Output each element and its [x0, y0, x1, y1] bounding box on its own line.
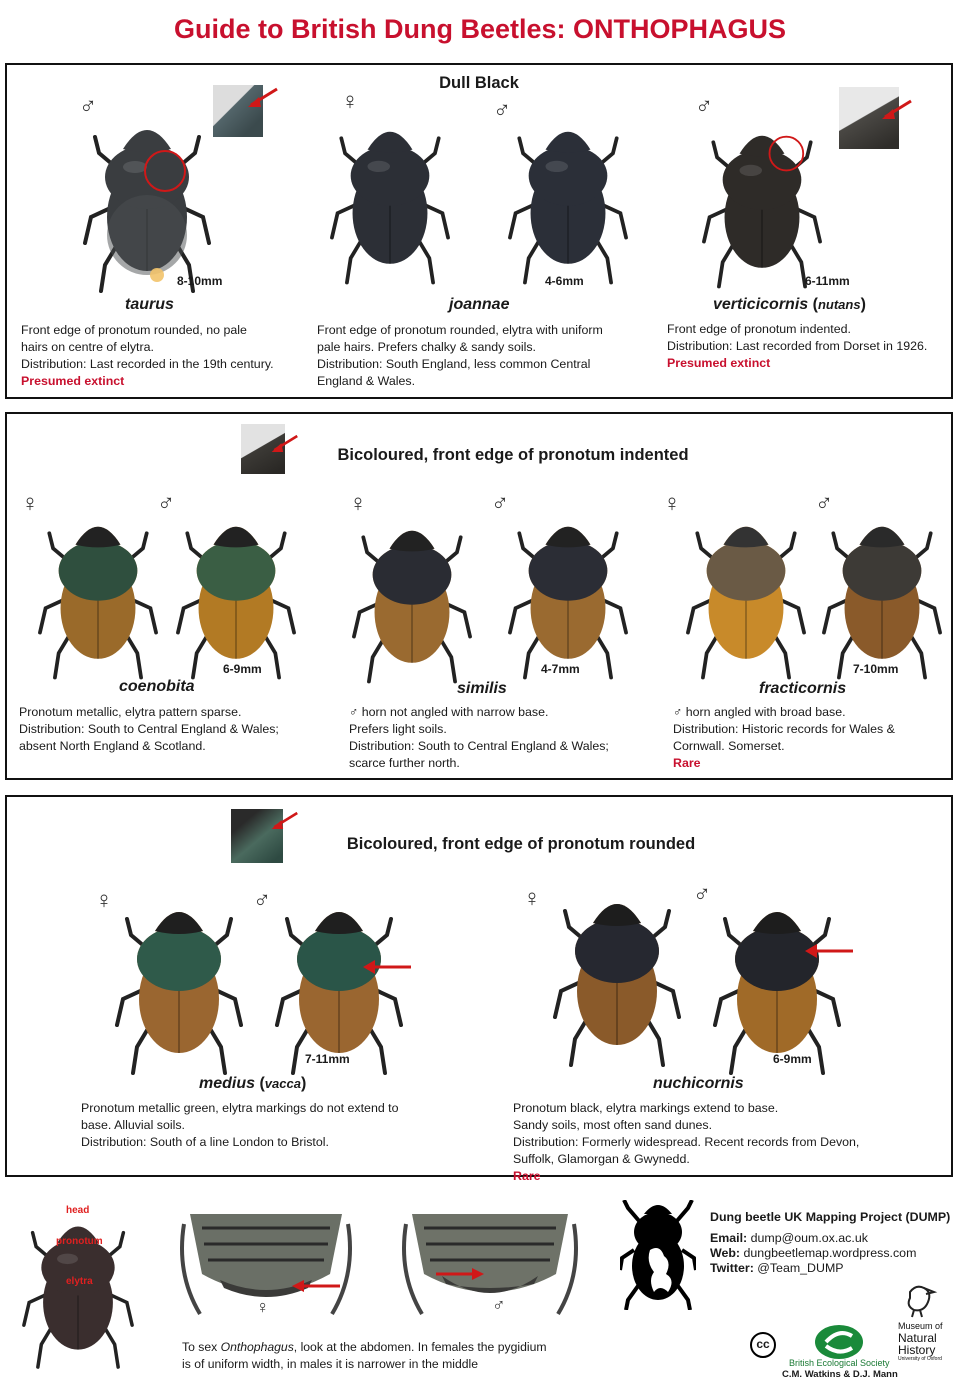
male-symbol: ♂	[157, 490, 175, 517]
species-name-joannae: joannae	[449, 296, 510, 313]
male-symbol: ♂	[815, 490, 833, 517]
species-description: Pronotum black, elytra markings extend to base. Sandy soils, most often sand dunes. Distribution: Formerly widespread. Recent records from Devon, Suffolk, Glamorgan & Gwynedd. Rare	[513, 1101, 860, 1183]
species-name-verticicornis: verticicornis (nutans)	[713, 296, 866, 313]
status-note: Rare	[673, 756, 701, 770]
cc-license-icon: cc	[750, 1332, 776, 1358]
section-dull-black	[5, 63, 953, 399]
status-note: Rare	[513, 1169, 541, 1183]
bes-name: British Ecological Society	[789, 1358, 890, 1368]
beetle-photo-fracticornis-female	[671, 494, 821, 700]
species-name-medius: medius (vacca)	[199, 1075, 307, 1092]
anatomy-label-elytra: elytra	[66, 1276, 93, 1287]
species-description: Front edge of pronotum rounded, no pale hairs on centre of elytra. Distribution: Last recorded in the 19th century. Presumed extinct	[21, 323, 274, 388]
red-arrow-icon	[269, 811, 299, 831]
species-name-nuchicornis: nuchicornis	[653, 1075, 744, 1092]
female-symbol: ♀	[256, 1297, 270, 1317]
dump-beetle-logo-icon	[620, 1200, 696, 1310]
male-symbol: ♂	[493, 97, 511, 124]
red-arrow-icon	[245, 87, 279, 109]
female-symbol: ♀	[95, 887, 113, 914]
sexing-instructions: To sex Onthophagus, look at the abdomen. In females the pygidium is of uniform width, in males it is narrower in the middle	[182, 1340, 547, 1371]
male-symbol: ♂	[693, 881, 711, 908]
male-symbol: ♂	[491, 490, 509, 517]
web-link[interactable]: dungbeetlemap.wordpress.com	[743, 1246, 917, 1260]
twitter-link[interactable]: @Team_DUMP	[757, 1261, 844, 1275]
status-note: Presumed extinct	[667, 356, 771, 370]
species-description: Pronotum metallic green, elytra markings do not extend to base. Alluvial soils. Distribution: South of a line London to Bristol.	[81, 1101, 399, 1149]
status-note: Presumed extinct	[21, 374, 125, 388]
species-name-fracticornis: fracticornis	[759, 680, 847, 697]
page-title: Guide to British Dung Beetles: ONTHOPHAGUS	[173, 14, 787, 44]
beetle-photo-similis-female	[337, 498, 487, 704]
male-symbol: ♂	[253, 887, 271, 914]
email-link[interactable]: dump@oum.ox.ac.uk	[750, 1231, 868, 1245]
beetle-anatomy-diagram	[8, 1196, 148, 1388]
section-heading: Bicoloured, front edge of pronotum rounded	[346, 835, 696, 853]
red-arrow-icon	[879, 99, 913, 121]
size-label: 4-6mm	[545, 274, 584, 288]
project-contact: Dung beetle UK Mapping Project (DUMP) Email: dump@oum.ox.ac.uk Web: dungbeetlemap.wordpress.com Twitter: @Team_DUMP	[710, 1210, 951, 1275]
size-label: 6-9mm	[223, 662, 262, 676]
credit-line: C.M. Watkins & D.J. Mann	[782, 1369, 898, 1380]
species-description: Pronotum metallic, elytra pattern sparse. Distribution: South to Central England & Wales; absent North England & Scotland.	[19, 705, 279, 753]
species-description: ♂ horn angled with broad base. Distribution: Historic records for Wales & Cornwall. Somerset. Rare	[673, 705, 895, 770]
section-heading: Bicoloured, front edge of pronotum indented	[337, 446, 689, 464]
red-arrow-icon	[361, 959, 413, 975]
size-label: 7-10mm	[853, 662, 899, 676]
species-description: Front edge of pronotum rounded, elytra with uniform pale hairs. Prefers chalky & sandy soils. Distribution: South England, less common Central England & Wales.	[317, 323, 603, 388]
male-symbol: ♂	[79, 93, 97, 120]
species-description: Front edge of pronotum indented. Distribution: Last recorded from Dorset in 1926. Presumed extinct	[667, 322, 928, 370]
male-symbol: ♂	[695, 93, 713, 120]
beetle-photo-medius-female	[99, 877, 259, 1097]
size-label: 7-11mm	[305, 1052, 350, 1066]
anatomy-label-pronotum: pronotum	[56, 1236, 103, 1247]
section-heading: Dull Black	[439, 74, 519, 92]
female-symbol: ♀	[21, 490, 39, 517]
species-name-taurus: taurus	[125, 296, 174, 313]
male-symbol: ♂	[492, 1295, 506, 1315]
female-symbol: ♀	[523, 885, 541, 912]
female-symbol: ♀	[341, 88, 359, 115]
museum-name: Museum of Natural History University of Oxford	[898, 1321, 943, 1362]
project-title: Dung beetle UK Mapping Project (DUMP)	[710, 1210, 951, 1224]
beetle-photo-nuchicornis-female	[537, 869, 697, 1089]
section-bicoloured-indented	[5, 412, 953, 780]
dodo-logo-icon	[902, 1282, 938, 1318]
red-arrow-icon	[803, 943, 855, 959]
species-description: ♂ horn not angled with narrow base. Prefers light soils. Distribution: South to Central England & Wales; scarce further north.	[349, 705, 609, 770]
abdomen-photo-male	[402, 1214, 578, 1320]
female-symbol: ♀	[663, 490, 681, 517]
species-name-coenobita: coenobita	[119, 678, 195, 695]
size-label: 6-9mm	[773, 1052, 812, 1066]
bes-logo-icon	[814, 1324, 864, 1360]
size-label: 4-7mm	[541, 662, 580, 676]
section-bicoloured-rounded	[5, 795, 953, 1183]
beetle-photo-coenobita-female	[21, 490, 175, 700]
female-symbol: ♀	[349, 490, 367, 517]
size-label: 8-10mm	[177, 274, 223, 288]
anatomy-label-head: head	[66, 1205, 90, 1216]
species-name-similis: similis	[457, 680, 507, 697]
beetle-photo-joannae-female	[315, 99, 465, 305]
size-label: 6-11mm	[805, 274, 850, 288]
